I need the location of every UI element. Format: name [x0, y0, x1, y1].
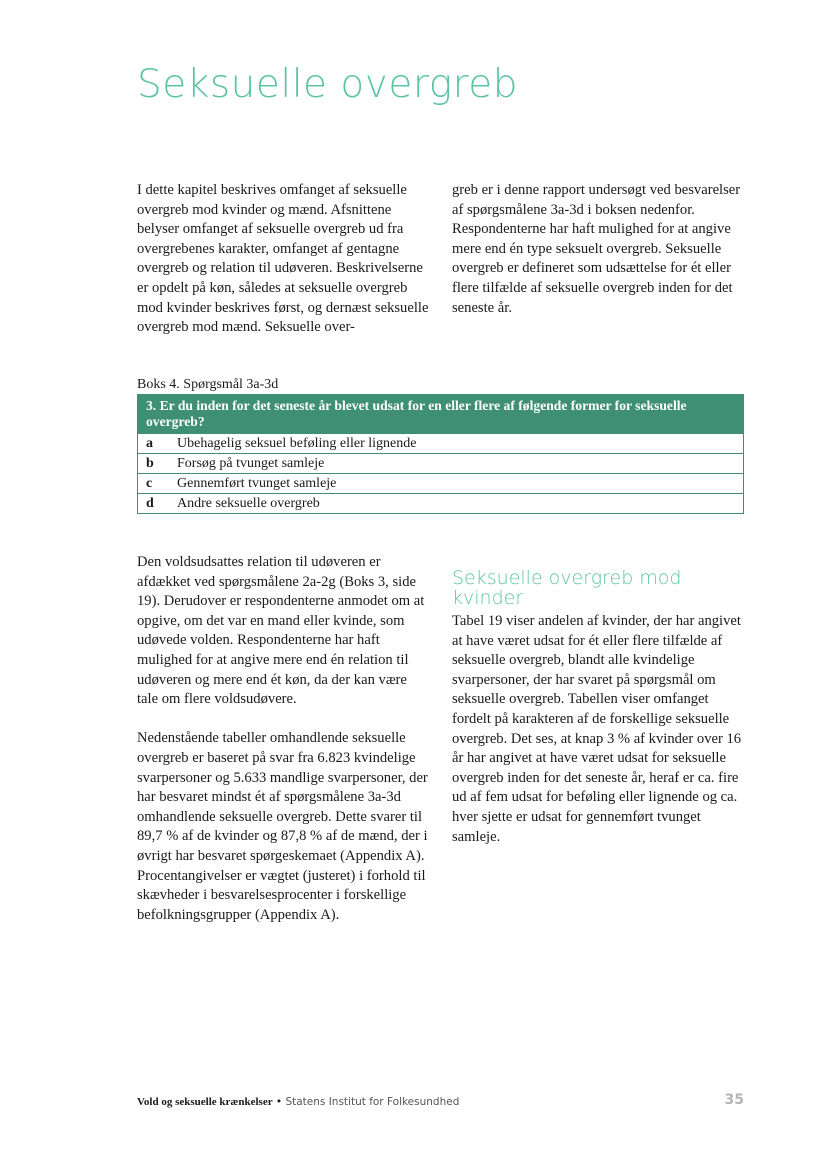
page-number: 35	[724, 1092, 744, 1108]
question-item-letter: d	[146, 495, 154, 511]
box-caption: Boks 4. Spørgsmål 3a-3d	[137, 377, 279, 392]
intro-paragraph-right: greb er i denne rapport undersøgt ved besvarelser af spørgsmålene 3a-3d i boksen nedenfor. Respondenterne har haft mulighed for at angive mere end én type seksuelt overgreb. Seksuelle overgreb er defineret som udsættelse for ét eller flere tilfælde af seksuelle overgreb inden for det seneste år.	[452, 182, 741, 316]
footer-publication: Vold og seksuelle krænkelser	[137, 1096, 273, 1108]
question-item-d	[138, 493, 743, 513]
basis-paragraph: Nedenstående tabeller omhandlende seksuelle overgreb er baseret på svar fra 6.823 kvindelige svarpersoner og 5.633 mandlige svarpersoner, der har besvaret mindst ét af spørgsmålene 3a-3d omhandlende seksuelle overgreb. Dette svarer til 89,7 % af de kvinder og 87,8 % af de mænd, der i øvrigt har besvaret spørgeskemaet (Appendix A). Procentangivelser er vægtet (justeret) i forhold til skævheder i besvarelsesprocenter i forskellige befolkningsgrupper (Appendix A).	[137, 730, 428, 923]
question-item-text: Andre seksuelle overgreb	[177, 495, 320, 511]
footer-separator: •	[272, 1096, 286, 1108]
question-item-c	[138, 473, 743, 493]
intro-column-right	[452, 181, 744, 318]
question-item-text: Forsøg på tvunget samleje	[177, 455, 325, 471]
intro-paragraph-left: I dette kapitel beskrives omfanget af seksuelle overgreb mod kvinder og mænd. Afsnittene belyser omfanget af seksuelle overgreb ud fra overgrebenes karakter, omfanget af gentagne overgreb og relation til udøveren. Beskrivelserne er opdelt på køn, således at seksuelle overgreb mod kvinder beskrives først, og dernæst seksuelle overgreb mod mænd. Seksuelle over-	[137, 182, 429, 336]
women-paragraph: Tabel 19 viser andelen af kvinder, der har angivet at have været udsat for ét eller flere tilfælde af seksuelle overgreb, blandt alle kvindelige svarpersoner, der har svaret på spørgsmål om seksuelle overgreb. Tabellen viser omfanget fordelt på karakteren af de forskellige seksuelle overgreb. Det ses, at knap 3 % af kvinder over 16 år har angivet at have været udsat for seksuelle overgreb inden for det seneste år, heraf er ca. fire ud af fem udsat for beføling eller lignende og ca. hver sjette er udsat for gennemført tvunget samleje.	[452, 613, 742, 845]
footer-institute: Statens Institut for Folkesundhed	[285, 1096, 460, 1108]
intro-column-left	[137, 181, 429, 338]
question-item-letter: b	[146, 455, 154, 471]
question-box	[137, 394, 744, 514]
question-item-a	[138, 433, 743, 453]
question-item-letter: c	[146, 475, 153, 491]
section-heading: Seksuelle overgreb mod kvinder	[452, 567, 682, 609]
page-title: Seksuelle overgreb	[137, 62, 519, 107]
question-item-letter: a	[146, 435, 153, 451]
question-item-text: Ubehagelig seksuel beføling eller lignende	[177, 435, 417, 451]
relation-paragraph: Den voldsudsattes relation til udøveren er afdækket ved spørgsmålene 2a-2g (Boks 3, side 19). Derudover er respondenterne anmodet om at opgive, om det var en mand eller kvinde, som udøvede volden. Respondenterne har haft mulighed for at angive mere end én relation til udøveren og mere end ét køn, da der kan være tale om flere voldsudøvere.	[137, 554, 425, 708]
lower-column-left	[137, 553, 429, 925]
lower-column-right	[452, 568, 744, 847]
question-item-text: Gennemført tvunget samleje	[177, 475, 337, 491]
question-item-b	[138, 453, 743, 473]
page-footer	[137, 1092, 744, 1109]
question-box-header: 3. Er du inden for det seneste år blevet udsat for en eller flere af følgende former for seksuelle overgreb?	[138, 395, 743, 433]
